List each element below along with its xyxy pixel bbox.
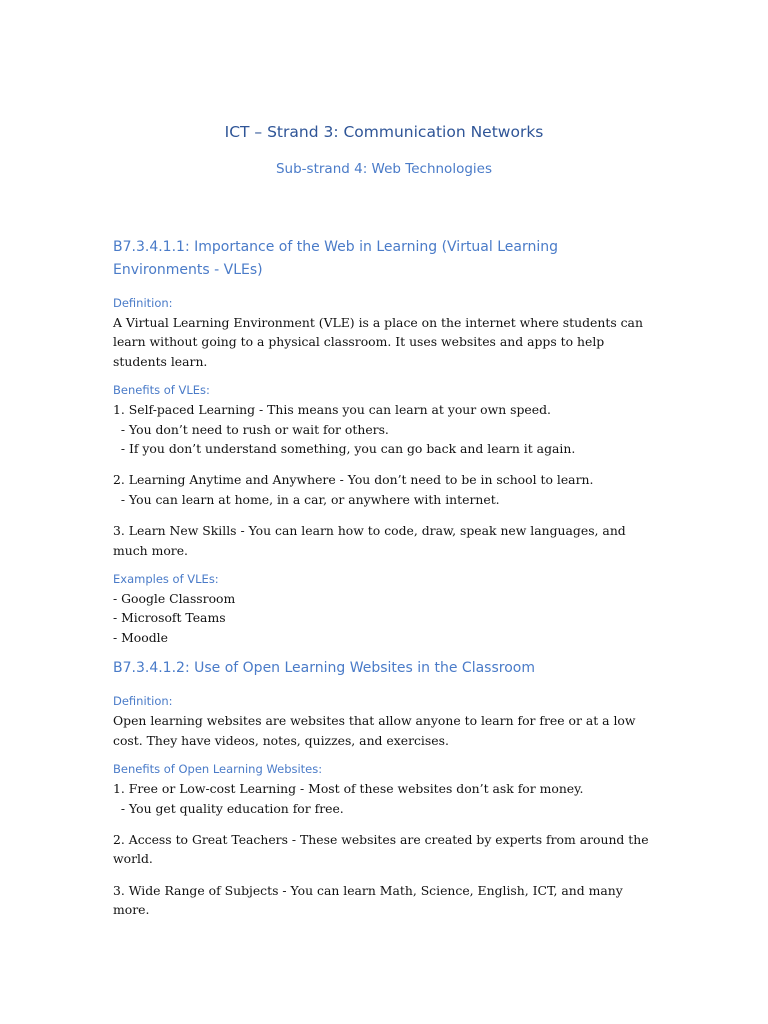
example-item: - Moodle — [113, 629, 168, 645]
benefit-item — [113, 400, 658, 458]
benefit-item — [113, 779, 658, 818]
benefits-label: Benefits of VLEs: — [113, 383, 210, 398]
benefit-line: - You don’t need to rush or wait for others. — [113, 421, 389, 437]
benefit-item — [113, 470, 658, 509]
definition-text: Open learning websites are websites that allow anyone to learn for free or at a low cost. They have videos, notes, quizzes, and exercises. — [113, 713, 640, 748]
benefit-item — [113, 830, 658, 869]
definition-label: Definition: — [113, 694, 173, 709]
definition-label: Definition: — [113, 296, 173, 310]
benefit-line: 1. Self-paced Learning - This means you can learn at your own speed. — [113, 402, 551, 418]
section-heading: B7.3.4.1.2: Use of Open Learning Websites in the Classroom — [113, 660, 535, 677]
benefit-line: 3. Learn New Skills - You can learn how to code, draw, speak new languages, and much more. — [113, 523, 630, 558]
document-body — [113, 236, 658, 920]
section-open-learning — [113, 657, 658, 919]
definition-text: A Virtual Learning Environment (VLE) is a place on the internet where students can learn without going to a physical classroom. It uses websites and apps to help students learn. — [113, 315, 647, 369]
benefit-line: - You can learn at home, in a car, or anywhere with internet. — [113, 491, 500, 507]
benefits-label: Benefits of Open Learning Websites: — [113, 762, 323, 777]
benefit-line: - You get quality education for free. — [113, 800, 344, 816]
benefit-line: - If you don’t understand something, you can go back and learn it again. — [113, 441, 576, 457]
benefit-item — [113, 521, 658, 560]
benefit-line: 3. Wide Range of Subjects - You can learn Math, Science, English, ICT, and many more. — [113, 882, 627, 918]
example-item: - Google Classroom — [113, 591, 236, 607]
examples-label: Examples of VLEs: — [113, 572, 219, 587]
benefit-line: 2. Learning Anytime and Anywhere - You don’t need to be in school to learn. — [113, 472, 594, 488]
document-subtitle: Sub-strand 4: Web Technologies — [275, 161, 492, 177]
benefit-line: 2. Access to Great Teachers - These websites are created by experts from around the world. — [113, 831, 653, 867]
example-item: - Microsoft Teams — [113, 610, 226, 626]
section-heading: B7.3.4.1.1: Importance of the Web in Learning (Virtual Learning Environments - VLEs) — [113, 239, 559, 278]
benefit-line: 1. Free or Low-cost Learning - Most of these websites don’t ask for money. — [113, 781, 584, 797]
document-title: ICT – Strand 3: Communication Networks — [224, 123, 544, 141]
section-vle — [113, 236, 658, 647]
benefit-item — [113, 881, 658, 920]
